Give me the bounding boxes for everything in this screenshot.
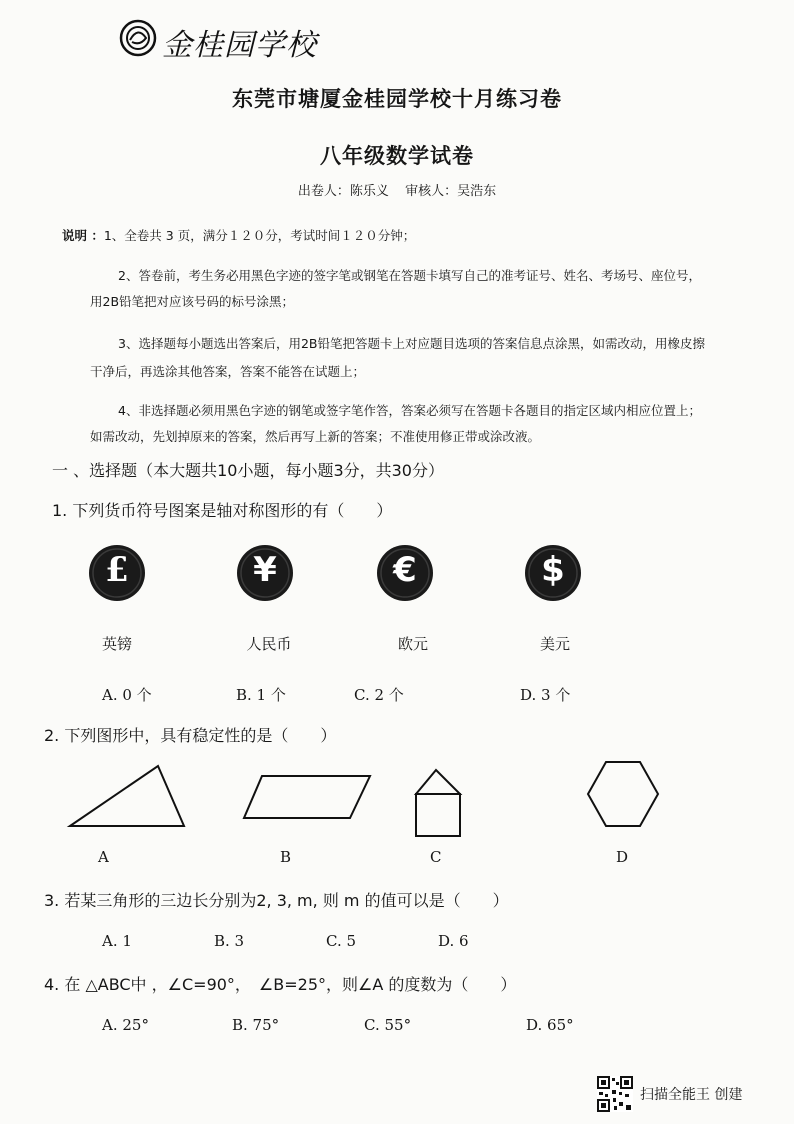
- logo-emblem-icon: [118, 18, 158, 58]
- q4-option-c: C. 55°: [364, 1016, 412, 1034]
- section-title: 一 、选择题（本大题共10小题，每小题3分，共30分）: [52, 461, 444, 480]
- q1-option-b: B. 1 个: [236, 686, 286, 704]
- logo-text: 金桂园学校: [162, 28, 317, 63]
- question-4-stem: 4. 在 △ABC中 ，∠C=90°， ∠B=25°，则∠A 的度数为（ ）: [44, 975, 517, 994]
- figure-label-c: C: [430, 848, 442, 866]
- question-2-stem: 2. 下列图形中，具有稳定性的是（ ）: [44, 726, 337, 745]
- exam-title: 东莞市塘厦金桂园学校十月练习卷: [232, 87, 562, 111]
- q3-option-a: A. 1: [102, 932, 132, 950]
- instruction-2-line1: 2、答卷前，考生务必用黑色字迹的签字笔或钢笔在答题卡填写自己的准考证号、姓名、考场号、座位号，: [118, 268, 701, 283]
- coin-dollar-icon: $: [524, 544, 582, 602]
- qr-code-icon: [597, 1076, 633, 1112]
- figure-label-d: D: [616, 848, 629, 866]
- coin-pound-icon: £: [88, 544, 146, 602]
- coin-label-euro: 欧元: [397, 635, 428, 653]
- exam-subtitle: 八年级数学试卷: [320, 144, 474, 168]
- q1-option-c: C. 2 个: [354, 686, 404, 704]
- q4-option-d: D. 65°: [526, 1016, 574, 1034]
- q1-option-d: D. 3 个: [520, 686, 571, 704]
- q4-option-a: A. 25°: [102, 1016, 149, 1034]
- question-3-stem: 3. 若某三角形的三边长分别为2, 3, m, 则 m 的值可以是（ ）: [44, 891, 509, 910]
- figure-label-a: A: [98, 848, 109, 866]
- instruction-3-line1: 3、选择题每小题选出答案后，用2B铅笔把答题卡上对应题目选项的答案信息点涂黑，如需改动，用橡皮擦: [118, 336, 705, 351]
- scanner-watermark: [595, 1076, 775, 1112]
- q3-option-d: D. 6: [438, 932, 469, 950]
- coin-label-dollar: 美元: [539, 635, 570, 653]
- figure-hexagon: [570, 756, 670, 836]
- school-logo: [118, 14, 338, 62]
- figure-house: [405, 764, 475, 844]
- coin-euro-icon: €: [376, 544, 434, 602]
- q3-option-c: C. 5: [326, 932, 357, 950]
- coin-yuan-icon: ¥: [236, 544, 294, 602]
- q1-option-a: A. 0 个: [102, 686, 152, 704]
- coin-label-pound: 英镑: [101, 635, 132, 653]
- q4-option-b: B. 75°: [232, 1016, 280, 1034]
- q3-option-b: B. 3: [214, 932, 245, 950]
- reviewer: 审核人：吴浩东: [405, 184, 497, 199]
- authors-line: [0, 180, 794, 199]
- instruction-3-line2: 干净后，再选涂其他答案，答案不能答在试题上；: [90, 364, 366, 379]
- instructions-lead: 说明 ：: [62, 228, 104, 243]
- instruction-2-line2: 用2B铅笔把对应该号码的标号涂黑；: [90, 294, 295, 309]
- scanner-text: 扫描全能王 创建: [640, 1087, 743, 1103]
- instruction-4-line1: 4、非选择题必须用黑色字迹的钢笔或签字笔作答，答案必须写在答题卡各题目的指定区域内相应位置上；: [118, 403, 701, 418]
- figure-parallelogram: [240, 768, 380, 828]
- setter: 出卷人：陈乐义: [297, 184, 389, 199]
- question-1-stem: 1. 下列货币符号图案是轴对称图形的有（ ）: [52, 501, 393, 520]
- instruction-1: 说明 ：1、全卷共 3 页，满分１２０分，考试时间１２０分钟；: [62, 228, 416, 243]
- coin-label-yuan: 人民币: [246, 635, 292, 653]
- instruction-4-line2: 如需改动，先划掉原来的答案，然后再写上新的答案；不准使用修正带或涂改液。: [90, 429, 541, 444]
- figure-label-b: B: [280, 848, 292, 866]
- figure-triangle: [60, 760, 200, 836]
